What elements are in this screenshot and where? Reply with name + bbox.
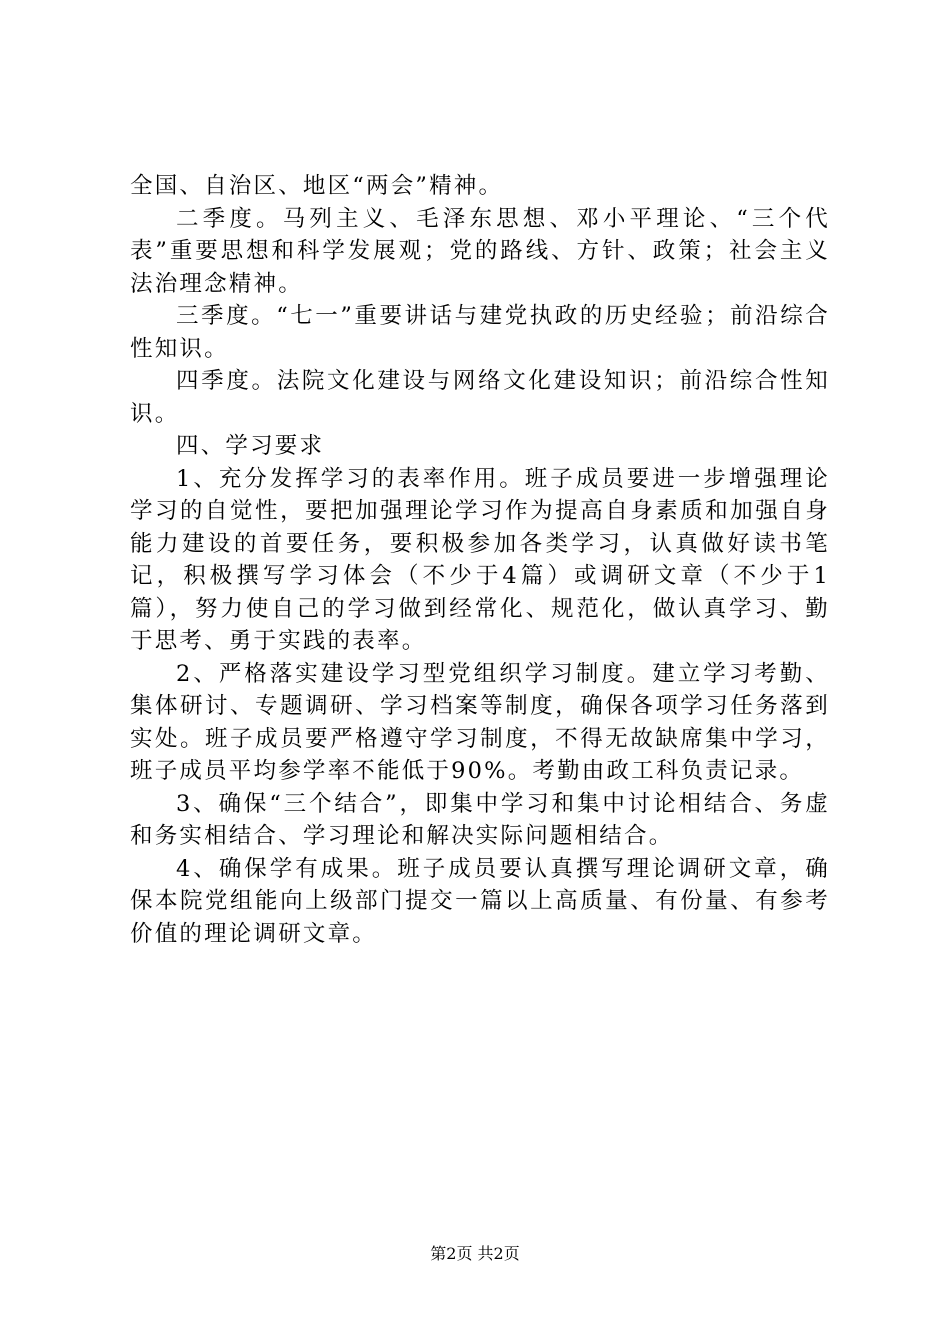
paragraph-requirement-2: 2、严格落实建设学习型党组织学习制度。建立学习考勤、集体研讨、专题调研、学习档案等制度，确保各项学习任务落到实处。班子成员要严格遵守学习制度，不得无故缺席集中学习，班子成员平均参学率不能低于90%。考勤由政工科负责记录。 [130, 660, 830, 784]
section-heading-requirements: 四、学习要求 [176, 433, 325, 459]
page-number-footer: 第2页 共2页 [430, 1244, 520, 1263]
paragraph-q3: 三季度。“七一”重要讲话与建党执政的历史经验；前沿综合性知识。 [130, 303, 830, 362]
paragraph-requirement-3: 3、确保“三个结合”，即集中学习和集中讨论相结合、务虚和务实相结合、学习理论和解决实际问题相结合。 [130, 790, 830, 849]
paragraph-requirement-4: 4、确保学有成果。班子成员要认真撰写理论调研文章，确保本院党组能向上级部门提交一篇以上高质量、有份量、有参考价值的理论调研文章。 [130, 855, 830, 947]
paragraph-requirement-1: 1、充分发挥学习的表率作用。班子成员要进一步增强理论学习的自觉性，要把加强理论学习作为提高自身素质和加强自身能力建设的首要任务，要积极参加各类学习，认真做好读书笔记，积极撰写学习体会（不少于4篇）或调研文章（不少于1篇），努力使自己的学习做到经常化、规范化，做认真学习、勤于思考、勇于实践的表率。 [130, 465, 830, 654]
paragraph-continuation: 全国、自治区、地区“两会”精神。 [130, 173, 504, 199]
paragraph-q4: 四季度。法院文化建设与网络文化建设知识；前沿综合性知识。 [130, 368, 830, 427]
document-body [130, 170, 830, 950]
paragraph-q2: 二季度。马列主义、毛泽东思想、邓小平理论、“三个代表”重要思想和科学发展观；党的路线、方针、政策；社会主义法治理念精神。 [130, 205, 830, 297]
